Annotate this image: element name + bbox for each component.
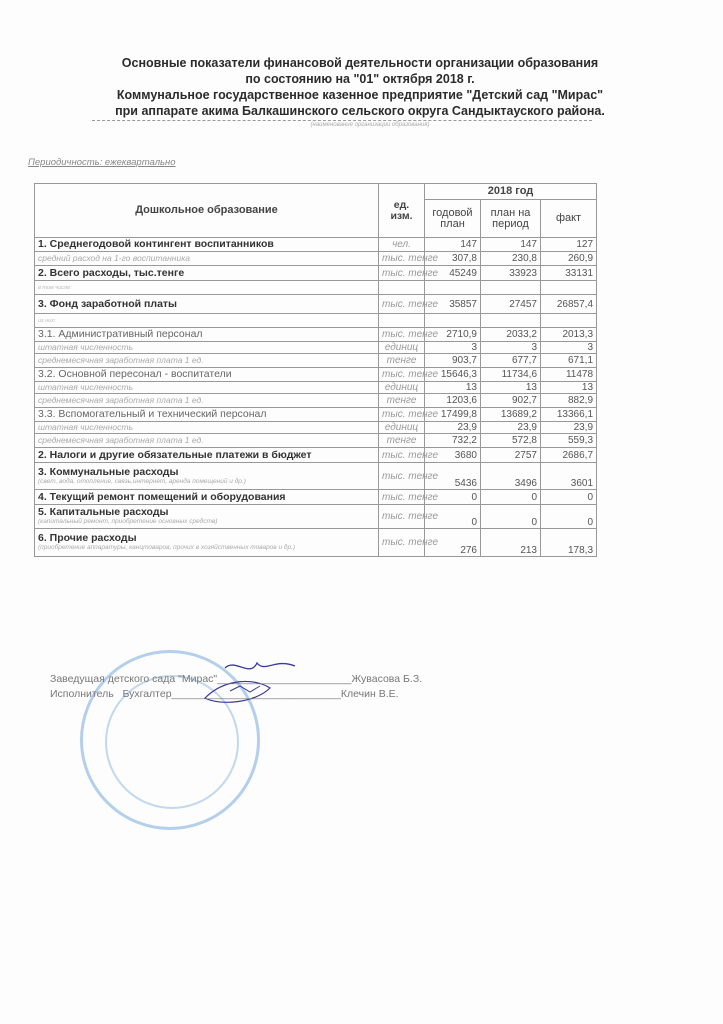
table-row — [35, 434, 597, 448]
fact-value — [541, 281, 597, 295]
annual-plan-value: 0 — [425, 505, 481, 529]
fact-value: 23,9 — [541, 422, 597, 434]
fact-value: 33131 — [541, 266, 597, 281]
annual-plan-value: 3 — [425, 342, 481, 354]
row-label-cell — [35, 238, 379, 252]
row-unit: тыс. тенге — [379, 529, 425, 557]
row-label-cell — [35, 281, 379, 295]
period-plan-value: 213 — [481, 529, 541, 557]
fact-value: 3 — [541, 342, 597, 354]
annual-plan-value: 23,9 — [425, 422, 481, 434]
period-plan-value: 3 — [481, 342, 541, 354]
row-description: (капитальный ремонт, приобретение основных средств) — [38, 518, 218, 525]
row-label: средний расход на 1-го воспитанника — [38, 253, 190, 263]
annual-plan-value — [425, 281, 481, 295]
annual-plan-value: 15646,3 — [425, 368, 481, 382]
period-plan-value — [481, 314, 541, 328]
annual-plan-value: 2710,9 — [425, 328, 481, 342]
fact-value — [541, 314, 597, 328]
header-unit: ед. изм. — [379, 184, 425, 238]
row-label-cell — [35, 448, 379, 463]
row-label: 3.3. Вспомогательный и технический персонал — [38, 408, 267, 420]
organization-affiliation: при аппарате акима Балкашинского сельского округа Сандыктауского района. — [115, 104, 605, 118]
annual-plan-value: 903,7 — [425, 354, 481, 368]
fact-value: 13 — [541, 382, 597, 394]
row-unit: тыс. тенге — [379, 448, 425, 463]
row-unit: единиц — [379, 382, 425, 394]
row-label-cell — [35, 314, 379, 328]
row-label-cell — [35, 490, 379, 505]
period-plan-value — [481, 281, 541, 295]
table-row — [35, 394, 597, 408]
head-signature-line: _______________________ — [217, 673, 352, 685]
head-name: Жувасова Б.З. — [351, 673, 423, 685]
period-plan-value: 23,9 — [481, 422, 541, 434]
table-row — [35, 490, 597, 505]
row-label-cell — [35, 354, 379, 368]
annual-plan-value: 732,2 — [425, 434, 481, 448]
row-description: (свет, вода, отопление, связь,интернет, аренда помещений и др.) — [38, 477, 246, 485]
fact-value: 178,3 — [541, 529, 597, 557]
row-unit — [379, 314, 425, 328]
row-label: штатная численность — [38, 382, 133, 392]
row-unit: единиц — [379, 422, 425, 434]
annual-plan-value: 307,8 — [425, 252, 481, 266]
annual-plan-value: 147 — [425, 238, 481, 252]
row-label: 5. Капитальные расходы — [38, 506, 169, 518]
table-row — [35, 238, 597, 252]
report-title: Основные показатели финансовой деятельности организации образования — [121, 56, 599, 70]
row-unit: тыс. тенге — [379, 490, 425, 505]
table-row — [35, 368, 597, 382]
row-label-cell — [35, 505, 379, 529]
period-plan-value: 27457 — [481, 295, 541, 314]
period-plan-value: 0 — [481, 490, 541, 505]
executor-title: Бухгалтер — [122, 688, 172, 700]
table-row — [35, 505, 597, 529]
row-unit: тыс. тенге — [379, 266, 425, 281]
row-unit: тыс. тенге — [379, 368, 425, 382]
title-underline — [92, 120, 592, 121]
row-label: 3. Коммунальные расходы — [38, 465, 179, 478]
executor-name: Клечин В.Е. — [340, 688, 399, 700]
period-plan-value: 13 — [481, 382, 541, 394]
executor-role: Исполнитель — [50, 688, 114, 700]
annual-plan-value: 35857 — [425, 295, 481, 314]
period-plan-value: 677,7 — [481, 354, 541, 368]
row-label: 2. Налоги и другие обязательные платежи в бюджет — [38, 448, 312, 461]
annual-plan-value: 1203,6 — [425, 394, 481, 408]
row-label-cell — [35, 328, 379, 342]
period-plan-value: 13689,2 — [481, 408, 541, 422]
period-plan-value: 230,8 — [481, 252, 541, 266]
row-unit: тенге — [379, 394, 425, 408]
fact-value: 13366,1 — [541, 408, 597, 422]
row-label-cell — [35, 295, 379, 314]
table-row — [35, 342, 597, 354]
table-row — [35, 422, 597, 434]
fact-value: 11478 — [541, 368, 597, 382]
fact-value: 0 — [541, 505, 597, 529]
row-unit: тыс. тенге — [379, 252, 425, 266]
financial-table — [34, 183, 597, 557]
row-label-cell — [35, 252, 379, 266]
report-date: по состоянию на "01" октября 2018 г. — [245, 72, 475, 86]
row-label: среднемесячная заработная плата 1 ед. — [38, 395, 204, 405]
table-row — [35, 281, 597, 295]
annual-plan-value: 0 — [425, 490, 481, 505]
row-unit: тенге — [379, 434, 425, 448]
table-row — [35, 354, 597, 368]
table-row — [35, 295, 597, 314]
row-label-cell — [35, 422, 379, 434]
period-plan-value: 2757 — [481, 448, 541, 463]
table-row — [35, 314, 597, 328]
fact-value: 127 — [541, 238, 597, 252]
row-unit: тыс. тенге — [379, 463, 425, 490]
row-label-cell — [35, 342, 379, 354]
row-label: штатная численность — [38, 342, 133, 352]
organization-caption: (наименование организации образования) — [310, 122, 430, 128]
row-label-cell — [35, 266, 379, 281]
table-row — [35, 266, 597, 281]
period-plan-value: 3496 — [481, 463, 541, 490]
row-label: 2. Всего расходы, тыс.тенге — [38, 266, 185, 279]
period-plan-value: 33923 — [481, 266, 541, 281]
row-label: в том числе: — [38, 285, 72, 291]
header-main: Дошкольное образование — [35, 184, 379, 238]
row-label: 4. Текущий ремонт помещений и оборудования — [38, 490, 286, 503]
table-row — [35, 328, 597, 342]
fact-value: 2686,7 — [541, 448, 597, 463]
fact-value: 671,1 — [541, 354, 597, 368]
executor-signature-line: _____________________________ — [171, 688, 341, 700]
table-row — [35, 448, 597, 463]
row-label: 6. Прочие расходы — [38, 532, 137, 544]
header-year: 2018 год — [425, 184, 597, 200]
table-row — [35, 529, 597, 557]
row-label: 3.1. Административный персонал — [38, 328, 203, 340]
executor-signature-row — [50, 688, 399, 700]
period-plan-value: 902,7 — [481, 394, 541, 408]
row-label-cell — [35, 394, 379, 408]
row-label: 3.2. Основной пересонал - воспитатели — [38, 368, 232, 380]
period-plan-value: 2033,2 — [481, 328, 541, 342]
header-annual-plan: годовой план — [425, 200, 481, 238]
head-role: Заведущая детского сада "Мирас" — [50, 673, 218, 685]
periodicity: Периодичность: ежеквартально — [28, 157, 176, 168]
table-row — [35, 408, 597, 422]
row-label: среднемесячная заработная плата 1 ед. — [38, 435, 204, 445]
row-label-cell — [35, 368, 379, 382]
header-fact: факт — [541, 200, 597, 238]
row-unit: чел. — [379, 238, 425, 252]
annual-plan-value: 13 — [425, 382, 481, 394]
fact-value: 559,3 — [541, 434, 597, 448]
annual-plan-value — [425, 314, 481, 328]
annual-plan-value: 45249 — [425, 266, 481, 281]
annual-plan-value: 3680 — [425, 448, 481, 463]
table-row — [35, 382, 597, 394]
row-label: из них: — [38, 318, 56, 324]
period-plan-value: 11734,6 — [481, 368, 541, 382]
row-unit — [379, 281, 425, 295]
organization-name: Коммунальное государственное казенное предприятие "Детский сад "Мирас" — [116, 88, 604, 102]
fact-value: 26857,4 — [541, 295, 597, 314]
row-unit: тыс. тенге — [379, 505, 425, 529]
row-label-cell — [35, 382, 379, 394]
fact-value: 0 — [541, 490, 597, 505]
period-plan-value: 0 — [481, 505, 541, 529]
fact-value: 2013,3 — [541, 328, 597, 342]
head-signature-row — [50, 673, 422, 685]
period-plan-value: 572,8 — [481, 434, 541, 448]
fact-value: 882,9 — [541, 394, 597, 408]
annual-plan-value: 5436 — [425, 463, 481, 490]
row-label: 1. Среднегодовой контингент воспитанников — [38, 238, 274, 250]
row-label: штатная численность — [38, 422, 133, 432]
row-unit: тыс. тенге — [379, 295, 425, 314]
row-label: среднемесячная заработная плата 1 ед. — [38, 355, 204, 365]
header-period-plan: план на период — [481, 200, 541, 238]
row-unit: тыс. тенге — [379, 408, 425, 422]
row-unit: тенге — [379, 354, 425, 368]
row-label-cell — [35, 408, 379, 422]
table-row — [35, 252, 597, 266]
period-plan-value: 147 — [481, 238, 541, 252]
row-unit: тыс. тенге — [379, 328, 425, 342]
annual-plan-value: 17499,8 — [425, 408, 481, 422]
row-label: 3. Фонд заработной платы — [38, 297, 178, 310]
row-label-cell — [35, 463, 379, 490]
annual-plan-value: 276 — [425, 529, 481, 557]
fact-value: 260,9 — [541, 252, 597, 266]
row-label-cell — [35, 434, 379, 448]
fact-value: 3601 — [541, 463, 597, 490]
row-description: (приобретение аппаратуры, канцтоваров, прочих в хозяйственных товаров и др.) — [38, 544, 296, 551]
row-unit: единиц — [379, 342, 425, 354]
row-label-cell — [35, 529, 379, 557]
table-row — [35, 463, 597, 490]
